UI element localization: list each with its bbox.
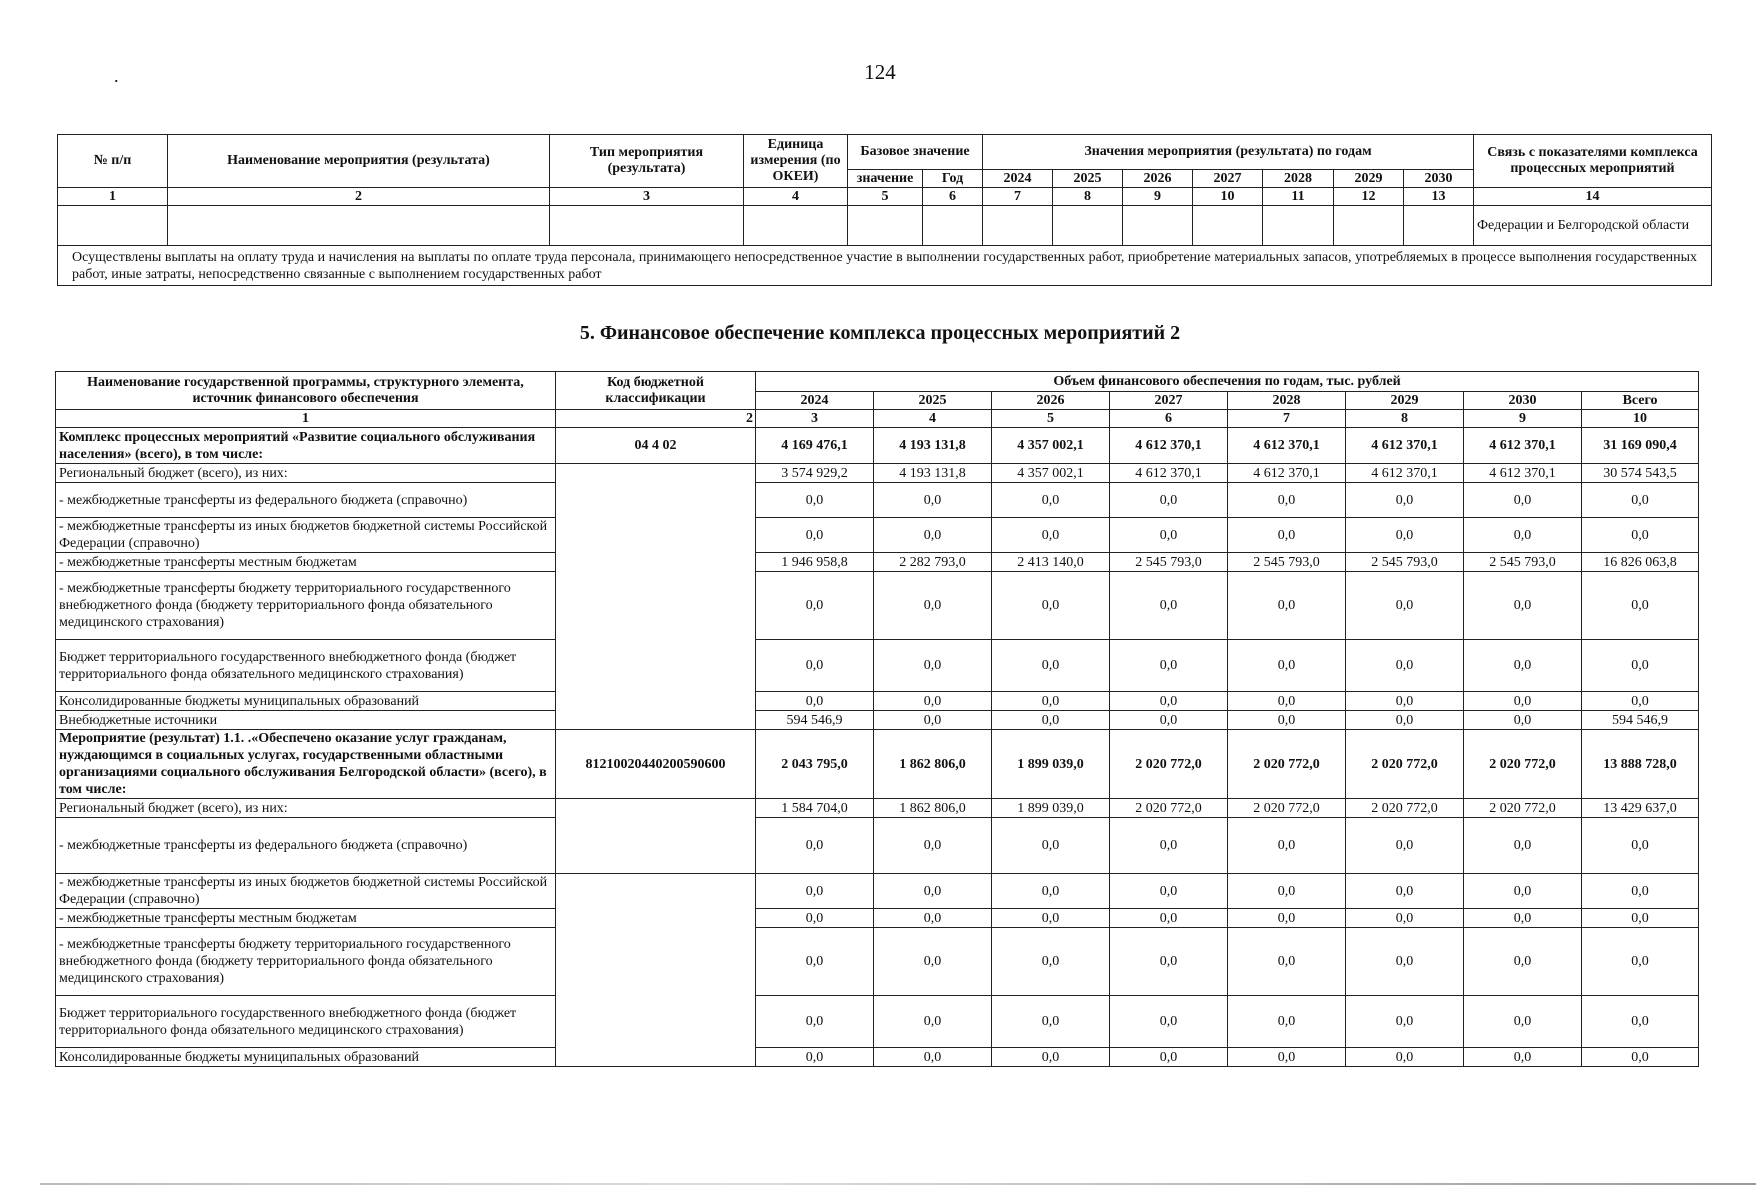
financing-table: [55, 371, 1699, 1067]
table-row: [56, 1048, 1699, 1067]
value-total: 16 826 063,8: [1582, 553, 1699, 572]
value-total: 0,0: [1582, 640, 1699, 692]
row-name: - межбюджетные трансферты бюджету территориального государственного внебюджетного фонда (бюджету территориального фонда обязательного медицинского страхования): [56, 928, 556, 996]
value-cell: 0,0: [1228, 711, 1346, 730]
header-year: 2028: [1228, 392, 1346, 410]
col-number: 1: [58, 188, 168, 206]
value-cell: 0,0: [992, 518, 1110, 553]
value-cell: 2 043 795,0: [756, 730, 874, 799]
col-number: 2: [556, 410, 756, 428]
value-cell: 0,0: [1346, 518, 1464, 553]
budget-code: [556, 874, 756, 1067]
budget-code: 04 4 02: [556, 428, 756, 464]
value-cell: 0,0: [874, 711, 992, 730]
value-cell: 0,0: [756, 928, 874, 996]
value-cell: 2 545 793,0: [1346, 553, 1464, 572]
value-total: 0,0: [1582, 572, 1699, 640]
value-cell: 1 862 806,0: [874, 799, 992, 818]
value-cell: 4 193 131,8: [874, 464, 992, 483]
col-number: 8: [1053, 188, 1123, 206]
table-row: [56, 909, 1699, 928]
value-cell: 0,0: [992, 928, 1110, 996]
value-cell: 0,0: [1110, 640, 1228, 692]
value-cell: 0,0: [1346, 909, 1464, 928]
value-cell: 2 020 772,0: [1228, 730, 1346, 799]
value-cell: 4 612 370,1: [1346, 464, 1464, 483]
value-cell: 0,0: [992, 711, 1110, 730]
value-cell: 1 899 039,0: [992, 799, 1110, 818]
value-cell: 0,0: [992, 818, 1110, 874]
value-cell: 0,0: [1346, 572, 1464, 640]
table-row: [56, 692, 1699, 711]
budget-code: 81210020440200590600: [556, 730, 756, 799]
value-cell: 594 546,9: [756, 711, 874, 730]
header-name: Наименование мероприятия (результата): [168, 135, 550, 188]
value-total: 31 169 090,4: [1582, 428, 1699, 464]
header-name: Наименование государственной программы, структурного элемента, источник финансового обеспечения: [56, 372, 556, 410]
table-row: [56, 928, 1699, 996]
col-number: 6: [1110, 410, 1228, 428]
value-cell: 0,0: [1464, 518, 1582, 553]
value-cell: 0,0: [1110, 909, 1228, 928]
value-cell: 0,0: [1346, 692, 1464, 711]
value-cell: 0,0: [1110, 483, 1228, 518]
value-cell: 0,0: [992, 874, 1110, 909]
value-cell: 0,0: [874, 909, 992, 928]
table-row: [56, 464, 1699, 483]
value-cell: 0,0: [1228, 1048, 1346, 1067]
header-year: 2029: [1334, 170, 1404, 188]
table-row: [56, 818, 1699, 874]
value-cell: 0,0: [1346, 874, 1464, 909]
value-cell: 0,0: [992, 572, 1110, 640]
value-cell: 0,0: [1464, 818, 1582, 874]
header-year: 2026: [1123, 170, 1193, 188]
header-year: 2027: [1110, 392, 1228, 410]
table-row: [56, 640, 1699, 692]
value-cell: 2 020 772,0: [1346, 730, 1464, 799]
value-cell: 0,0: [1346, 1048, 1464, 1067]
header-volume: Объем финансового обеспечения по годам, тыс. рублей: [756, 372, 1699, 392]
budget-code: [556, 799, 756, 874]
value-cell: 0,0: [1228, 640, 1346, 692]
value-total: 0,0: [1582, 874, 1699, 909]
table-row: [56, 428, 1699, 464]
value-cell: 0,0: [1464, 909, 1582, 928]
value-cell: 0,0: [1110, 874, 1228, 909]
header-total: Всего: [1582, 392, 1699, 410]
row-name: Внебюджетные источники: [56, 711, 556, 730]
scan-mark: .: [114, 66, 119, 86]
value-cell: 0,0: [1110, 996, 1228, 1048]
value-cell: 0,0: [874, 928, 992, 996]
value-total: 13 429 637,0: [1582, 799, 1699, 818]
page-number: 124: [864, 60, 896, 84]
value-cell: 0,0: [1110, 711, 1228, 730]
col-number: 13: [1404, 188, 1474, 206]
value-cell: 4 612 370,1: [1464, 464, 1582, 483]
value-cell: 4 357 002,1: [992, 428, 1110, 464]
value-cell: 2 020 772,0: [1464, 730, 1582, 799]
header-num: № п/п: [58, 135, 168, 188]
value-cell: 0,0: [1228, 483, 1346, 518]
header-year: 2025: [874, 392, 992, 410]
value-cell: 0,0: [874, 1048, 992, 1067]
value-cell: 0,0: [1464, 874, 1582, 909]
value-total: 0,0: [1582, 483, 1699, 518]
col-number: 4: [744, 188, 848, 206]
value-cell: 0,0: [992, 909, 1110, 928]
value-total: 0,0: [1582, 1048, 1699, 1067]
table-row: [56, 799, 1699, 818]
value-cell: 0,0: [874, 640, 992, 692]
scan-edge: [40, 1183, 1756, 1185]
value-cell: 1 899 039,0: [992, 730, 1110, 799]
header-year: 2027: [1193, 170, 1263, 188]
header-unit: Единица измерения (по ОКЕИ): [744, 135, 848, 188]
value-cell: 0,0: [1346, 928, 1464, 996]
value-cell: 0,0: [1110, 518, 1228, 553]
row-name: - межбюджетные трансферты из иных бюджетов бюджетной системы Российской Федерации (справочно): [56, 518, 556, 553]
value-cell: 0,0: [992, 692, 1110, 711]
col-number: 5: [992, 410, 1110, 428]
value-cell: 0,0: [874, 996, 992, 1048]
value-cell: 1 862 806,0: [874, 730, 992, 799]
header-type: Тип мероприятия (результата): [550, 135, 744, 188]
value-cell: 0,0: [756, 483, 874, 518]
value-cell: 0,0: [992, 483, 1110, 518]
table-row: [56, 483, 1699, 518]
value-cell: 2 020 772,0: [1464, 799, 1582, 818]
col-number: 1: [56, 410, 556, 428]
header-year: 2025: [1053, 170, 1123, 188]
section-title: 5. Финансовое обеспечение комплекса процессных мероприятий 2: [579, 322, 1181, 344]
value-cell: 4 612 370,1: [1346, 428, 1464, 464]
value-cell: 0,0: [1464, 483, 1582, 518]
value-cell: 0,0: [1228, 572, 1346, 640]
col-number: 12: [1334, 188, 1404, 206]
value-cell: 0,0: [874, 874, 992, 909]
value-cell: 0,0: [756, 572, 874, 640]
value-cell: 0,0: [1464, 996, 1582, 1048]
table-row: [56, 572, 1699, 640]
col-number: 4: [874, 410, 992, 428]
value-cell: 0,0: [1228, 692, 1346, 711]
row-name: Бюджет территориального государственного внебюджетного фонда (бюджет территориального фонда обязательного медицинского страхования): [56, 996, 556, 1048]
col-number: 3: [756, 410, 874, 428]
row-name: Региональный бюджет (всего), из них:: [56, 799, 556, 818]
value-cell: 0,0: [874, 818, 992, 874]
value-cell: 0,0: [1228, 909, 1346, 928]
col-number: 14: [1474, 188, 1712, 206]
header-year: 2030: [1464, 392, 1582, 410]
value-cell: 0,0: [756, 909, 874, 928]
value-cell: 0,0: [756, 874, 874, 909]
header-year: 2026: [992, 392, 1110, 410]
value-cell: 0,0: [1110, 1048, 1228, 1067]
value-cell: 0,0: [756, 640, 874, 692]
header-year: 2024: [756, 392, 874, 410]
value-cell: 0,0: [874, 518, 992, 553]
header-code: Код бюджетной классификации: [556, 372, 756, 410]
value-cell: 0,0: [756, 1048, 874, 1067]
value-cell: 0,0: [874, 692, 992, 711]
value-cell: 4 612 370,1: [1228, 464, 1346, 483]
value-total: 30 574 543,5: [1582, 464, 1699, 483]
header-year: 2029: [1346, 392, 1464, 410]
value-total: 0,0: [1582, 928, 1699, 996]
value-cell: 0,0: [1228, 996, 1346, 1048]
results-table: [57, 134, 1712, 286]
value-cell: 2 282 793,0: [874, 553, 992, 572]
value-cell: 2 545 793,0: [1110, 553, 1228, 572]
value-cell: 0,0: [1464, 692, 1582, 711]
value-cell: 0,0: [1464, 928, 1582, 996]
value-cell: 0,0: [1228, 518, 1346, 553]
value-total: 13 888 728,0: [1582, 730, 1699, 799]
table-row: [56, 874, 1699, 909]
value-cell: 2 545 793,0: [1464, 553, 1582, 572]
value-cell: 2 413 140,0: [992, 553, 1110, 572]
row-name: - межбюджетные трансферты из федерального бюджета (справочно): [56, 818, 556, 874]
col-number: 11: [1263, 188, 1334, 206]
value-cell: 1 584 704,0: [756, 799, 874, 818]
table-row: [56, 711, 1699, 730]
value-cell: 0,0: [874, 483, 992, 518]
value-cell: 0,0: [1228, 874, 1346, 909]
row-name: - межбюджетные трансферты из иных бюджетов бюджетной системы Российской Федерации (справочно): [56, 874, 556, 909]
link-continuation: Федерации и Белгородской области: [1474, 206, 1712, 246]
value-cell: 1 946 958,8: [756, 553, 874, 572]
table-row: [56, 996, 1699, 1048]
row-name: - межбюджетные трансферты местным бюджетам: [56, 553, 556, 572]
row-name: - межбюджетные трансферты бюджету территориального государственного внебюджетного фонда (бюджету территориального фонда обязательного медицинского страхования): [56, 572, 556, 640]
col-number: 7: [1228, 410, 1346, 428]
value-cell: 2 020 772,0: [1228, 799, 1346, 818]
value-cell: 0,0: [756, 996, 874, 1048]
col-number: 9: [1464, 410, 1582, 428]
value-cell: 0,0: [1110, 572, 1228, 640]
row-name: Бюджет территориального государственного внебюджетного фонда (бюджет территориального фонда обязательного медицинского страхования): [56, 640, 556, 692]
value-cell: 4 612 370,1: [1464, 428, 1582, 464]
row-name: Мероприятие (результат) 1.1. .«Обеспечено оказание услуг гражданам, нуждающимся в социальных услугах, государственными областными организациями социального обслуживания Белгородской области» (всего), в том числе:: [56, 730, 556, 799]
header-year: 2028: [1263, 170, 1334, 188]
value-cell: 2 020 772,0: [1110, 730, 1228, 799]
value-cell: 0,0: [1346, 818, 1464, 874]
value-cell: 0,0: [1110, 818, 1228, 874]
row-name: - межбюджетные трансферты местным бюджетам: [56, 909, 556, 928]
value-cell: 4 169 476,1: [756, 428, 874, 464]
col-number: 2: [168, 188, 550, 206]
value-cell: 2 545 793,0: [1228, 553, 1346, 572]
value-cell: 2 020 772,0: [1346, 799, 1464, 818]
value-cell: 0,0: [1346, 996, 1464, 1048]
value-cell: 4 357 002,1: [992, 464, 1110, 483]
row-name: Региональный бюджет (всего), из них:: [56, 464, 556, 483]
table-row: [56, 518, 1699, 553]
header-values-by-year: Значения мероприятия (результата) по годам: [983, 135, 1474, 170]
col-number: 9: [1123, 188, 1193, 206]
value-cell: 4 612 370,1: [1110, 428, 1228, 464]
value-cell: 0,0: [1228, 818, 1346, 874]
col-number: 6: [923, 188, 983, 206]
col-number: 10: [1582, 410, 1699, 428]
value-cell: 4 612 370,1: [1228, 428, 1346, 464]
row-name: - межбюджетные трансферты из федерального бюджета (справочно): [56, 483, 556, 518]
value-cell: 0,0: [1464, 1048, 1582, 1067]
column-number-row: [56, 410, 1699, 428]
row-name: Консолидированные бюджеты муниципальных образований: [56, 1048, 556, 1067]
value-cell: 0,0: [1346, 640, 1464, 692]
value-cell: 0,0: [756, 518, 874, 553]
value-total: 0,0: [1582, 518, 1699, 553]
value-cell: 0,0: [1464, 572, 1582, 640]
value-cell: 0,0: [1110, 692, 1228, 711]
value-cell: 0,0: [1110, 928, 1228, 996]
value-cell: 2 020 772,0: [1110, 799, 1228, 818]
value-cell: 0,0: [992, 996, 1110, 1048]
header-link: Связь с показателями комплекса процессных мероприятий: [1474, 135, 1712, 188]
header-base: Базовое значение: [848, 135, 983, 170]
financing-table-body: [56, 428, 1699, 1067]
value-cell: 4 612 370,1: [1110, 464, 1228, 483]
value-cell: 3 574 929,2: [756, 464, 874, 483]
value-cell: 0,0: [756, 818, 874, 874]
result-note: Осуществлены выплаты на оплату труда и начисления на выплаты по оплате труда персонала, принимающего непосредственное участие в выполнении государственных работ, приобретение материальных запасов, употребляемых в процессе выполнения государственных работ, иные затраты, непосредственно связанные с выполнением государственных работ: [58, 246, 1712, 286]
value-cell: 0,0: [992, 1048, 1110, 1067]
value-cell: 0,0: [756, 692, 874, 711]
value-total: 0,0: [1582, 692, 1699, 711]
col-number: 8: [1346, 410, 1464, 428]
value-cell: 0,0: [992, 640, 1110, 692]
value-cell: 0,0: [1346, 483, 1464, 518]
value-total: 594 546,9: [1582, 711, 1699, 730]
column-number-row: [58, 188, 1712, 206]
header-year: 2030: [1404, 170, 1474, 188]
value-total: 0,0: [1582, 818, 1699, 874]
value-cell: 0,0: [1464, 640, 1582, 692]
table-row: [56, 553, 1699, 572]
value-cell: 0,0: [874, 572, 992, 640]
budget-code: [556, 464, 756, 730]
col-number: 3: [550, 188, 744, 206]
row-name: Консолидированные бюджеты муниципальных образований: [56, 692, 556, 711]
value-cell: 4 193 131,8: [874, 428, 992, 464]
header-base-value: значение: [848, 170, 923, 188]
value-total: 0,0: [1582, 909, 1699, 928]
col-number: 10: [1193, 188, 1263, 206]
col-number: 7: [983, 188, 1053, 206]
header-year: 2024: [983, 170, 1053, 188]
value-cell: 0,0: [1346, 711, 1464, 730]
value-cell: 0,0: [1228, 928, 1346, 996]
row-name: Комплекс процессных мероприятий «Развитие социального обслуживания населения» (всего), в том числе:: [56, 428, 556, 464]
table-row: [56, 730, 1699, 799]
col-number: 5: [848, 188, 923, 206]
value-cell: 0,0: [1464, 711, 1582, 730]
header-base-year: Год: [923, 170, 983, 188]
value-total: 0,0: [1582, 996, 1699, 1048]
table-row: [58, 206, 1712, 246]
